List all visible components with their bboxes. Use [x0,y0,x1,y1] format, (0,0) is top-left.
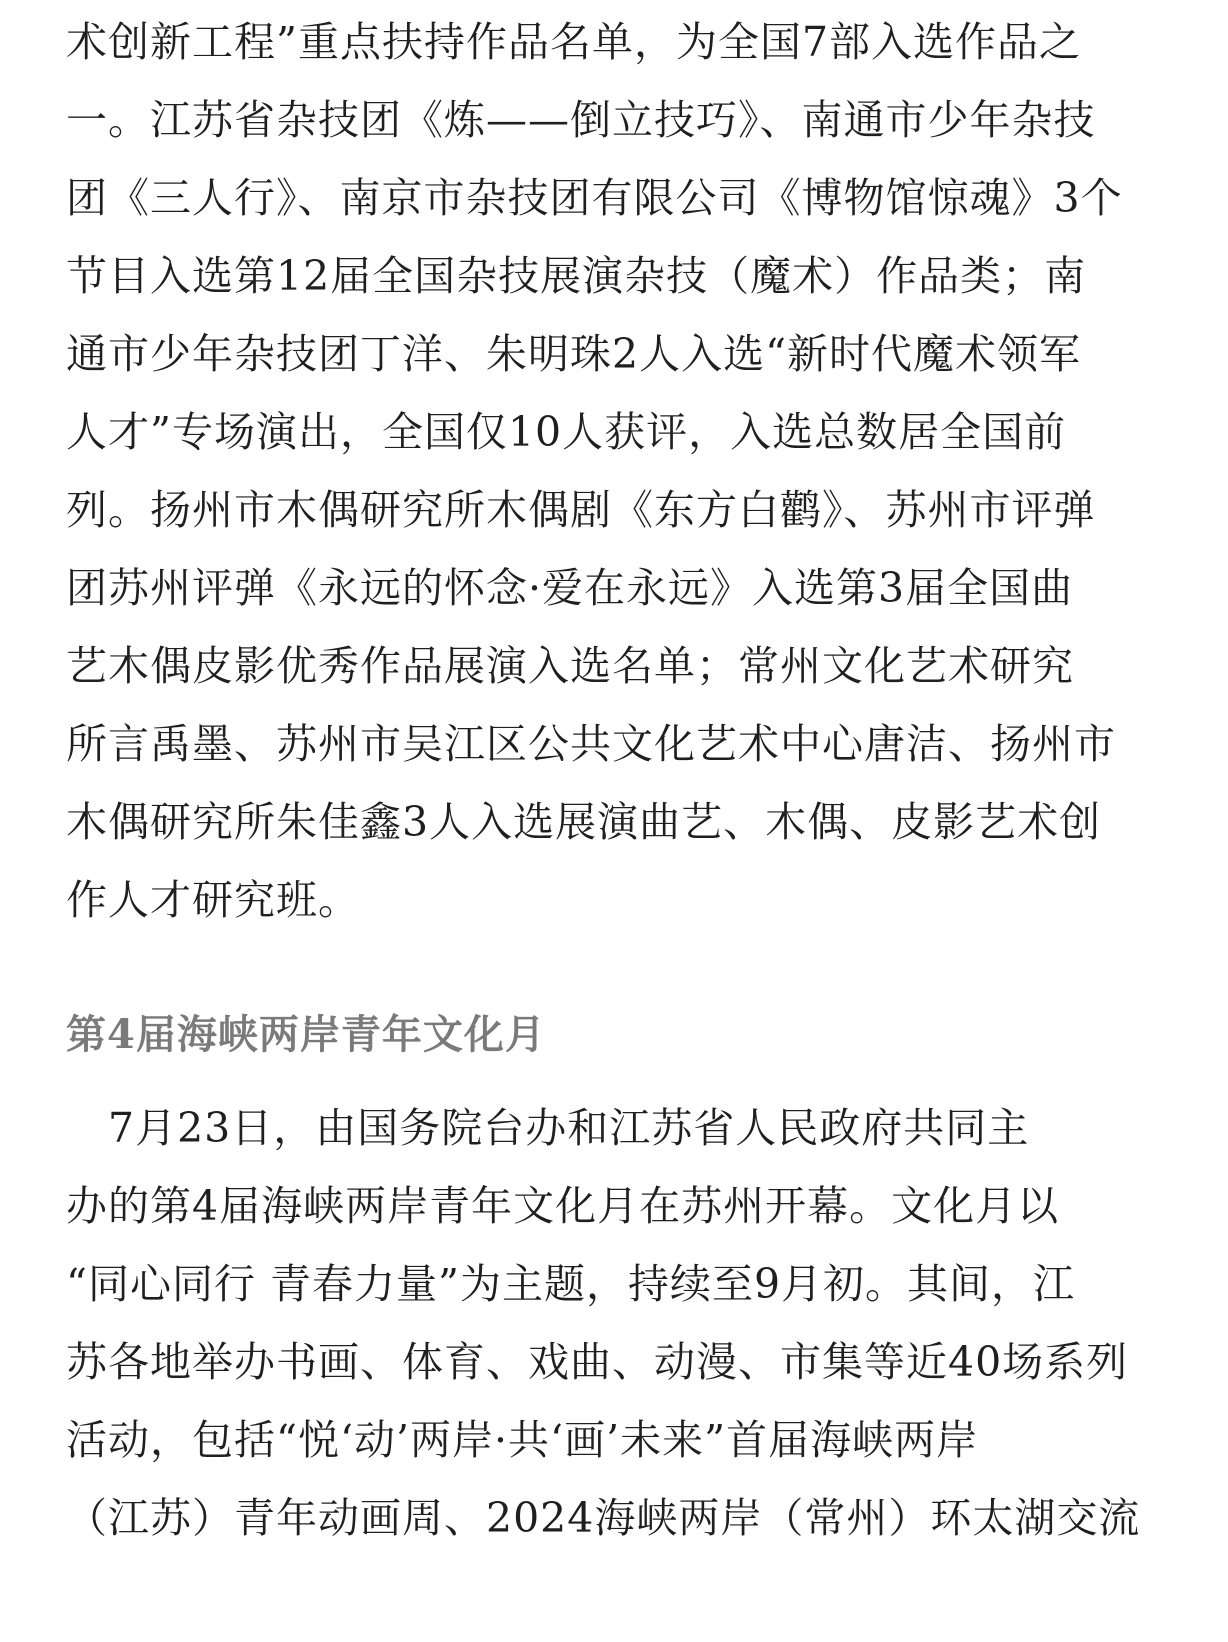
section-heading: 第4届海峡两岸青年文化月 [66,1011,546,1058]
body-line-1: 术创新工程”重点扶持作品名单，为全国7部入选作品之 [66,18,1082,66]
body-line-11: 木偶研究所朱佳鑫3人入选展演曲艺、木偶、皮影艺术创 [66,798,1102,846]
body-line-4: 节目入选第12届全国杂技展演杂技（魔术）作品类；南 [66,252,1087,300]
body-line-5: 通市少年杂技团丁洋、朱明珠2人入选“新时代魔术领军 [66,330,1082,378]
body-line-14: 办的第4届海峡两岸青年文化月在苏州开幕。文化月以 [66,1182,1060,1230]
body-line-15: “同心同行 青春力量”为主题，持续至9月初。其间，江 [66,1260,1076,1308]
body-line-13: 7月23日，由国务院台办和江苏省人民政府共同主 [66,1104,1030,1152]
body-line-12: 作人才研究班。 [66,876,360,924]
body-line-8: 团苏州评弹《永远的怀念·爱在永远》入选第3届全国曲 [66,564,1074,612]
body-line-3: 团《三人行》、南京市杂技团有限公司《博物馆惊魂》3个 [66,174,1123,222]
body-line-9: 艺木偶皮影优秀作品展演入选名单；常州文化艺术研究 [66,642,1074,690]
body-line-6: 人才”专场演出，全国仅10人获评，入选总数居全国前 [66,408,1067,456]
body-line-18: （江苏）青年动画周、2024海峡两岸（常州）环太湖交流 [66,1494,1141,1542]
body-line-10: 所言禹墨、苏州市吴江区公共文化艺术中心唐洁、扬州市 [66,720,1116,768]
body-line-2: 一。江苏省杂技团《炼——倒立技巧》、南通市少年杂技 [66,96,1096,144]
body-line-16: 苏各地举办书画、体育、戏曲、动漫、市集等近40场系列 [66,1338,1129,1386]
body-line-7: 列。扬州市木偶研究所木偶剧《东方白鹳》、苏州市评弹 [66,486,1096,534]
body-line-17: 活动，包括“悦‘动’两岸·共‘画’未来”首届海峡两岸 [66,1416,979,1464]
